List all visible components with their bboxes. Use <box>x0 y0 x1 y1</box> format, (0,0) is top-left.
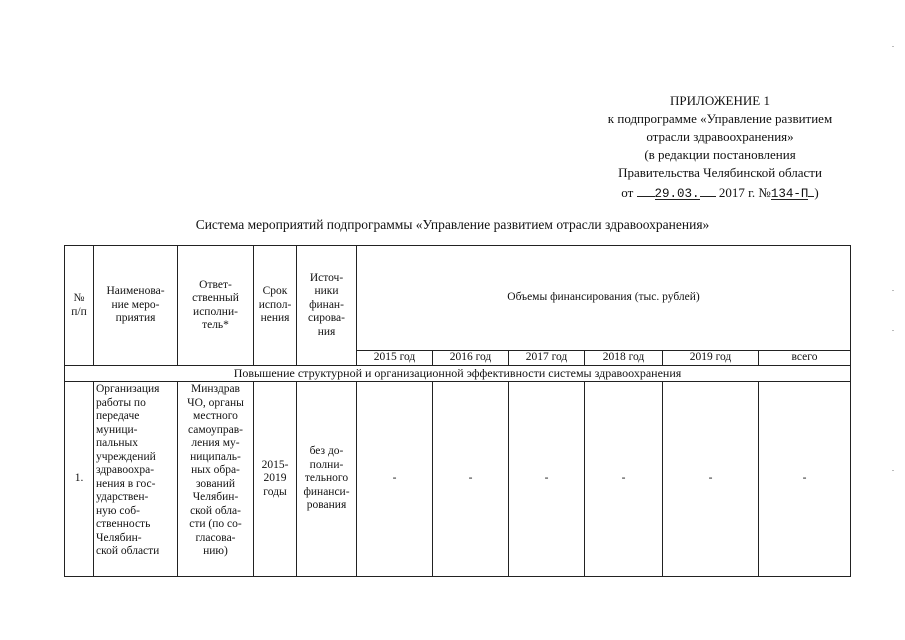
decree-date-line <box>560 182 880 202</box>
year-header: 2015 год <box>357 351 433 366</box>
year-header: 2017 год <box>509 351 585 366</box>
row-value-2016: - <box>433 382 509 577</box>
scan-speck <box>892 330 894 331</box>
col-header-executor: Ответ- ственный исполни- тель* <box>178 246 254 366</box>
total-header: всего <box>759 351 851 366</box>
section-title: Повышение структурной и организационной эффективности системы здравоохранения <box>65 366 851 382</box>
appendix-header <box>560 92 880 202</box>
appendix-line: отрасли здравоохранения» <box>646 129 794 144</box>
date-prefix: от <box>621 185 634 200</box>
row-value-2018: - <box>585 382 663 577</box>
row-value-total: - <box>759 382 851 577</box>
decree-number: 134-П <box>770 187 809 201</box>
section-row <box>65 366 851 382</box>
table-row <box>65 382 851 577</box>
row-value-2019: - <box>663 382 759 577</box>
date-underline <box>700 182 716 197</box>
row-value-2017: - <box>509 382 585 577</box>
scan-speck <box>892 290 894 291</box>
row-num: 1. <box>65 382 94 577</box>
row-funding-source: без до- полни- тельного финанси- рования <box>297 382 357 577</box>
scan-speck <box>892 470 894 471</box>
row-term: 2015- 2019 годы <box>254 382 297 577</box>
table-header-row <box>65 246 851 351</box>
row-measure-name: Организация работы по передаче муници- пальных учреждений здравоохра- нения в гос- ударствен- ную соб- ственность Челябин- ской области <box>94 382 178 577</box>
col-header-term: Срок испол- нения <box>254 246 297 366</box>
row-value-2015: - <box>357 382 433 577</box>
appendix-line: Правительства Челябинской области <box>618 165 822 180</box>
date-underline <box>637 182 655 197</box>
col-header-name: Наименова- ние меро- приятия <box>94 246 178 366</box>
decree-year-text: 2017 г. № <box>718 185 771 200</box>
appendix-line: к подпрограмме «Управление развитием <box>607 111 833 126</box>
appendix-title: ПРИЛОЖЕНИЕ 1 <box>670 93 770 108</box>
row-executor: Минздрав ЧО, органы местного самоуправ- ления му- ниципаль- ных обра- зований Челябин- ской обла- сти (по со- гласова- нию) <box>178 382 254 577</box>
col-header-num: № п/п <box>65 246 94 366</box>
document-title: Система мероприятий подпрограммы «Управление развитием отрасли здравоохранения» <box>195 217 710 232</box>
year-header: 2018 год <box>585 351 663 366</box>
col-header-source: Источ- ники финан- сирова- ния <box>297 246 357 366</box>
col-header-volumes: Объемы финансирования (тыс. рублей) <box>357 246 851 351</box>
measures-table <box>64 245 851 577</box>
decree-date: 29.03. <box>654 187 700 201</box>
scan-speck <box>892 46 894 47</box>
appendix-line: (в редакции постановления <box>644 147 796 162</box>
year-header: 2016 год <box>433 351 509 366</box>
year-header: 2019 год <box>663 351 759 366</box>
closing-paren: ) <box>814 185 819 200</box>
